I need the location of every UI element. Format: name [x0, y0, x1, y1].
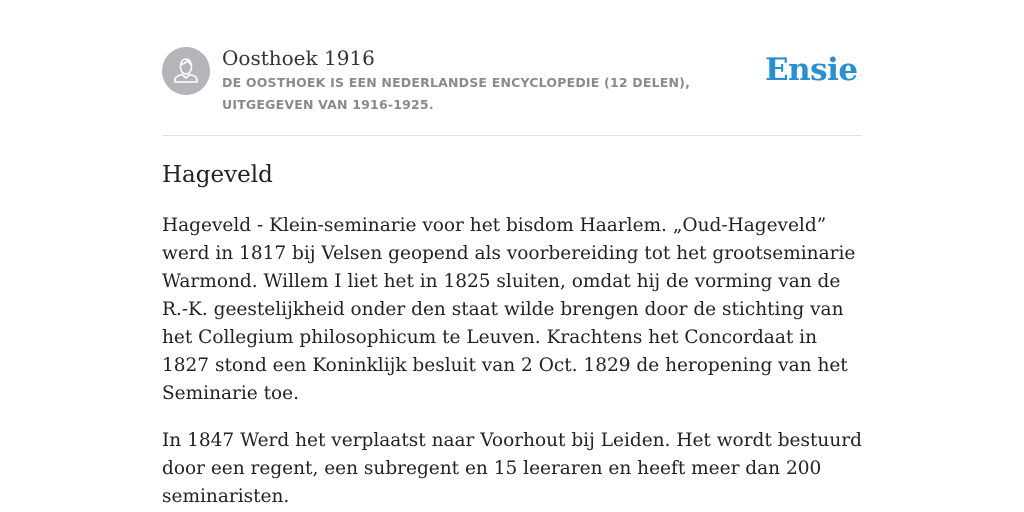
article-title: Hageveld	[162, 162, 273, 188]
ensie-logo[interactable]: Ensie	[765, 52, 858, 88]
article-paragraph: Hageveld - Klein-seminarie voor het bisdom Haarlem. „Oud-Hageveld” werd in 1817 bij Velsen geopend als voorbereiding tot het grootseminarie Warmond. Willem I liet het in 1825 sluiten, omdat hij de vorming van de R.-K. geestelijkheid onder den staat wilde brengen door de stichting van het Collegium philosophicum te Leuven. Krachtens het Concordaat in 1827 stond een Koninklijk besluit van 2 Oct. 1829 de heropening van het Seminarie toe.	[162, 215, 856, 404]
source-header	[162, 0, 862, 136]
article-paragraph: In 1847 Werd het verplaatst naar Voorhout bij Leiden. Het wordt bestuurd door een regent, een subregent en 15 leeraren en heeft meer dan 200 seminaristen.	[162, 430, 862, 507]
page	[162, 0, 862, 512]
source-name[interactable]: Oosthoek 1916	[222, 46, 375, 70]
source-description: DE OOSTHOEK IS EEN NEDERLANDSE ENCYCLOPEDIE (12 DELEN), UITGEGEVEN VAN 1916-1925.	[222, 75, 691, 112]
user-icon	[162, 47, 210, 95]
article-body	[162, 212, 866, 512]
avatar[interactable]	[162, 47, 210, 95]
